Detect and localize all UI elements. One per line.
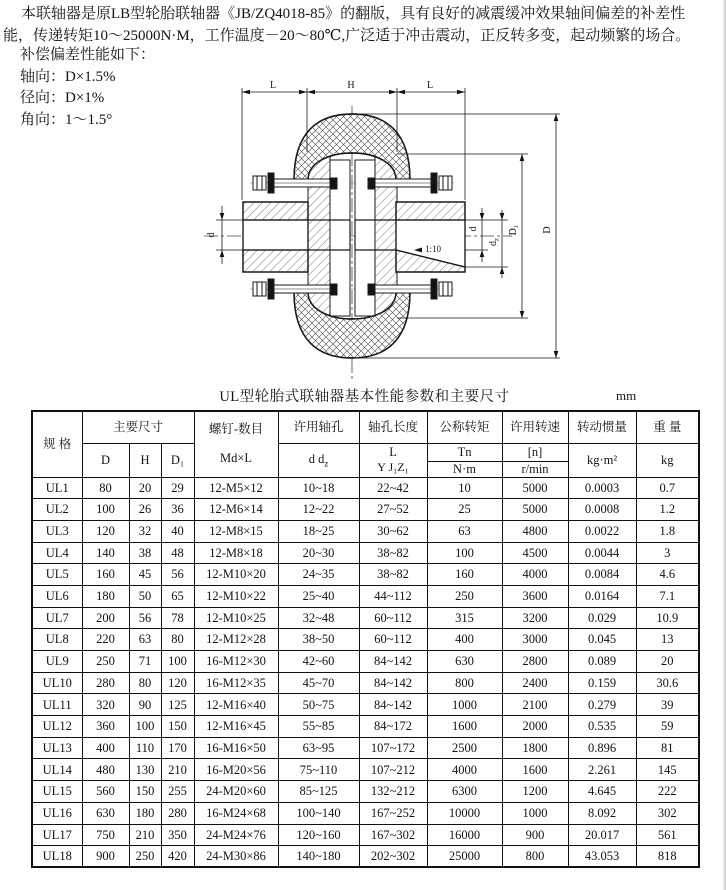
table-cell: 24-M24×76 xyxy=(194,824,278,846)
table-cell: 150 xyxy=(129,781,161,803)
table-cell: 220 xyxy=(82,629,129,651)
table-cell: 250 xyxy=(427,585,502,607)
table-cell: 38 xyxy=(129,542,161,564)
table-cell: 110 xyxy=(129,737,161,759)
table-cell: 0.0084 xyxy=(568,564,636,586)
table-cell: 63~95 xyxy=(278,737,359,759)
table-cell: 10000 xyxy=(427,802,502,824)
header-torque-sym: Tn xyxy=(427,443,502,461)
table-row xyxy=(32,846,699,868)
table-cell: 16000 xyxy=(427,824,502,846)
table-cell: 400 xyxy=(82,737,129,759)
table-cell: 25~40 xyxy=(278,585,359,607)
table-cell: 12-M8×18 xyxy=(194,542,278,564)
table-cell: 59 xyxy=(636,716,699,738)
table-cell: 48 xyxy=(161,542,194,564)
table-cell: UL12 xyxy=(32,716,82,738)
table-cell: 27~52 xyxy=(359,499,427,521)
dim-label-d-left: d xyxy=(206,232,217,238)
table-row xyxy=(32,737,699,759)
header-col-D: D xyxy=(82,443,129,477)
table-cell: 20~30 xyxy=(278,542,359,564)
table-cell: 29 xyxy=(161,477,194,499)
table-cell: 280 xyxy=(161,802,194,824)
table-cell: 0.0022 xyxy=(568,520,636,542)
scan-edge-shadow xyxy=(722,0,726,890)
table-cell: 2800 xyxy=(502,651,568,673)
table-cell: 38~82 xyxy=(359,564,427,586)
table-cell: 84~142 xyxy=(359,672,427,694)
table-cell: 0.7 xyxy=(636,477,699,499)
table-cell: 12-M8×15 xyxy=(194,520,278,542)
table-cell: 1200 xyxy=(502,781,568,803)
table-cell: 0.0044 xyxy=(568,542,636,564)
table-cell: 2100 xyxy=(502,694,568,716)
dim-label-L-right: L xyxy=(426,80,434,91)
table-cell: 4000 xyxy=(502,564,568,586)
table-cell: 350 xyxy=(161,824,194,846)
header-screws: 螺钉-数目 Md×L xyxy=(194,411,278,477)
table-cell: 210 xyxy=(129,824,161,846)
table-cell: 32 xyxy=(129,520,161,542)
table-row xyxy=(32,607,699,629)
table-cell: 818 xyxy=(636,846,699,868)
table-cell: 180 xyxy=(82,585,129,607)
table-cell: 60~112 xyxy=(359,629,427,651)
header-weight: 重 量 xyxy=(636,411,699,443)
table-cell: 84~142 xyxy=(359,694,427,716)
table-cell: 132~212 xyxy=(359,781,427,803)
table-cell: 80 xyxy=(82,477,129,499)
table-cell: 480 xyxy=(82,759,129,781)
table-cell: 45 xyxy=(129,564,161,586)
table-cell: UL1 xyxy=(32,477,82,499)
table-cell: 84~172 xyxy=(359,716,427,738)
table-cell: 1.2 xyxy=(636,499,699,521)
table-cell: UL8 xyxy=(32,629,82,651)
table-cell: 140 xyxy=(82,542,129,564)
table-row xyxy=(32,824,699,846)
table-cell: 6300 xyxy=(427,781,502,803)
table-cell: 100 xyxy=(82,499,129,521)
table-cell: 8.092 xyxy=(568,802,636,824)
table-cell: 5000 xyxy=(502,499,568,521)
table-cell: UL18 xyxy=(32,846,82,868)
table-cell: 36 xyxy=(161,499,194,521)
header-weight-unit: kg xyxy=(636,443,699,477)
table-cell: 1000 xyxy=(427,694,502,716)
table-row xyxy=(32,542,699,564)
table-row xyxy=(32,629,699,651)
table-cell: 10~18 xyxy=(278,477,359,499)
table-cell: 1.8 xyxy=(636,520,699,542)
header-col-H: H xyxy=(129,443,161,477)
table-cell: 3 xyxy=(636,542,699,564)
table-cell: UL10 xyxy=(32,672,82,694)
parameters-table xyxy=(31,410,700,868)
dim-label-dz: $d_z$ xyxy=(488,237,501,247)
header-bore-sym: d $d_z$ xyxy=(278,443,359,477)
taper-label: 1:10 xyxy=(425,244,442,254)
table-cell: 170 xyxy=(161,737,194,759)
table-title: UL型轮胎式联轴器基本性能参数和主要尺寸 xyxy=(219,389,510,405)
table-cell: 40 xyxy=(161,520,194,542)
table-cell: 130 xyxy=(129,759,161,781)
table-row xyxy=(32,802,699,824)
table-cell: 120 xyxy=(82,520,129,542)
table-cell: 0.0003 xyxy=(568,477,636,499)
dimension-d-left xyxy=(216,206,243,264)
table-cell: 38~82 xyxy=(359,542,427,564)
table-cell: 25000 xyxy=(427,846,502,868)
table-body xyxy=(32,477,699,867)
table-cell: 180 xyxy=(129,802,161,824)
table-cell: 10 xyxy=(427,477,502,499)
table-cell: 12-M10×22 xyxy=(194,585,278,607)
table-cell: 65 xyxy=(161,585,194,607)
table-cell: 84~142 xyxy=(359,651,427,673)
table-cell: 75~110 xyxy=(278,759,359,781)
table-row xyxy=(32,716,699,738)
table-cell: 5000 xyxy=(502,477,568,499)
table-cell: 80 xyxy=(129,672,161,694)
header-torque: 公称转矩 xyxy=(427,411,502,443)
spec-heading: 补偿偏差性能如下： xyxy=(20,47,156,63)
table-cell: 0.045 xyxy=(568,629,636,651)
table-cell: 0.0164 xyxy=(568,585,636,607)
table-cell: 800 xyxy=(427,672,502,694)
table-cell: UL17 xyxy=(32,824,82,846)
table-cell: UL9 xyxy=(32,651,82,673)
table-cell: UL6 xyxy=(32,585,82,607)
table-cell: 24~35 xyxy=(278,564,359,586)
header-speed-sym: [n] xyxy=(502,443,568,461)
table-cell: 12-M6×14 xyxy=(194,499,278,521)
header-bore: 许用轴孔 xyxy=(278,411,359,443)
table-cell: 60~112 xyxy=(359,607,427,629)
table-cell: 900 xyxy=(82,846,129,868)
table-cell: 120 xyxy=(161,672,194,694)
table-cell: 255 xyxy=(161,781,194,803)
coupling-section-drawing xyxy=(200,78,670,388)
table-cell: 12-M12×28 xyxy=(194,629,278,651)
table-cell: UL11 xyxy=(32,694,82,716)
table-cell: 561 xyxy=(636,824,699,846)
table-cell: 16-M12×30 xyxy=(194,651,278,673)
table-cell: 12-M10×25 xyxy=(194,607,278,629)
table-cell: 140~180 xyxy=(278,846,359,868)
table-cell: 26 xyxy=(129,499,161,521)
table-cell: 100 xyxy=(161,651,194,673)
table-cell: 20.017 xyxy=(568,824,636,846)
table-cell: 900 xyxy=(502,824,568,846)
table-cell: 1600 xyxy=(427,716,502,738)
header-inertia-unit: kg·m² xyxy=(568,443,636,477)
table-cell: 39 xyxy=(636,694,699,716)
table-cell: 120~160 xyxy=(278,824,359,846)
dim-label-L-left: L xyxy=(269,80,277,91)
table-cell: 100 xyxy=(427,542,502,564)
table-cell: 50 xyxy=(129,585,161,607)
table-cell: 560 xyxy=(82,781,129,803)
table-cell: 4000 xyxy=(427,759,502,781)
table-cell: 4800 xyxy=(502,520,568,542)
table-cell: UL16 xyxy=(32,802,82,824)
table-row xyxy=(32,477,699,499)
dim-label-H: H xyxy=(347,80,355,91)
table-cell: 150 xyxy=(161,716,194,738)
table-cell: 7.1 xyxy=(636,585,699,607)
table-cell: 145 xyxy=(636,759,699,781)
table-cell: 71 xyxy=(129,651,161,673)
table-cell: 200 xyxy=(82,607,129,629)
header-hole-length-sym: L Y J₁Z₁ xyxy=(359,443,427,477)
table-cell: 13 xyxy=(636,629,699,651)
table-cell: 38~50 xyxy=(278,629,359,651)
table-cell: 90 xyxy=(129,694,161,716)
spec-radial: 径向：D×1% xyxy=(20,90,105,107)
table-cell: 0.159 xyxy=(568,672,636,694)
table-cell: 1800 xyxy=(502,737,568,759)
table-cell: 2.261 xyxy=(568,759,636,781)
table-cell: 630 xyxy=(82,802,129,824)
table-cell: 4.6 xyxy=(636,564,699,586)
table-cell: 16-M20×56 xyxy=(194,759,278,781)
table-cell: 302 xyxy=(636,802,699,824)
table-cell: 42~60 xyxy=(278,651,359,673)
table-cell: 0.029 xyxy=(568,607,636,629)
table-cell: 25 xyxy=(427,499,502,521)
table-cell: 100~140 xyxy=(278,802,359,824)
table-cell: 18~25 xyxy=(278,520,359,542)
table-cell: 400 xyxy=(427,629,502,651)
table-cell: 160 xyxy=(427,564,502,586)
header-speed-unit: r/min xyxy=(502,461,568,477)
header-inertia: 转动惯量 xyxy=(568,411,636,443)
table-cell: 250 xyxy=(129,846,161,868)
table-cell: 80 xyxy=(161,629,194,651)
table-cell: 0.0008 xyxy=(568,499,636,521)
header-spec: 规 格 xyxy=(32,411,82,477)
intro-line-1: 本联轴器是原LB型轮胎联轴器《JB/ZQ4018-85》的翻版，具有良好的减震缓冲效果轴间偏差的补差性 xyxy=(21,6,686,22)
table-cell: 16-M12×35 xyxy=(194,672,278,694)
table-cell: 20 xyxy=(129,477,161,499)
table-cell: 30.6 xyxy=(636,672,699,694)
table-row xyxy=(32,651,699,673)
table-cell: 160 xyxy=(82,564,129,586)
spec-angular: 角向：1～1.5° xyxy=(20,112,113,129)
table-cell: 12-M10×20 xyxy=(194,564,278,586)
table-cell: 100 xyxy=(129,716,161,738)
table-row xyxy=(32,520,699,542)
table-cell: 63 xyxy=(427,520,502,542)
header-hole-length: 轴孔长度 xyxy=(359,411,427,443)
table-unit-label: mm xyxy=(616,388,637,403)
table-cell: UL2 xyxy=(32,499,82,521)
table-cell: 250 xyxy=(82,651,129,673)
table-cell: 45~70 xyxy=(278,672,359,694)
intro-paragraph xyxy=(3,4,721,47)
table-cell: 222 xyxy=(636,781,699,803)
table-cell: 24-M30×86 xyxy=(194,846,278,868)
table-cell: 800 xyxy=(502,846,568,868)
table-row xyxy=(32,585,699,607)
table-cell: 16-M24×68 xyxy=(194,802,278,824)
table-cell: 107~212 xyxy=(359,759,427,781)
table-cell: 55~85 xyxy=(278,716,359,738)
table-cell: 3200 xyxy=(502,607,568,629)
table-row xyxy=(32,759,699,781)
table-row xyxy=(32,499,699,521)
table-cell: 16-M16×50 xyxy=(194,737,278,759)
table-cell: 32~48 xyxy=(278,607,359,629)
table-cell: UL15 xyxy=(32,781,82,803)
table-cell: 30~62 xyxy=(359,520,427,542)
table-row xyxy=(32,672,699,694)
table-cell: 63 xyxy=(129,629,161,651)
table-cell: 10.9 xyxy=(636,607,699,629)
table-cell: 320 xyxy=(82,694,129,716)
table-cell: 50~75 xyxy=(278,694,359,716)
table-cell: 12-M16×40 xyxy=(194,694,278,716)
table-cell: 56 xyxy=(129,607,161,629)
table-cell: 280 xyxy=(82,672,129,694)
dim-label-D: D xyxy=(542,226,553,234)
table-cell: 0.089 xyxy=(568,651,636,673)
table-cell: 0.535 xyxy=(568,716,636,738)
table-cell: 2400 xyxy=(502,672,568,694)
table-cell: 315 xyxy=(427,607,502,629)
table-row xyxy=(32,694,699,716)
table-cell: UL5 xyxy=(32,564,82,586)
table-cell: 210 xyxy=(161,759,194,781)
header-torque-unit: N·m xyxy=(427,461,502,477)
header-main-dims: 主要尺寸 xyxy=(82,411,194,443)
table-cell: UL4 xyxy=(32,542,82,564)
table-cell: 56 xyxy=(161,564,194,586)
table-cell: 420 xyxy=(161,846,194,868)
compensation-specs xyxy=(20,45,155,132)
table-cell: 2500 xyxy=(427,737,502,759)
table-cell: 167~252 xyxy=(359,802,427,824)
table-cell: 0.279 xyxy=(568,694,636,716)
table-cell: 125 xyxy=(161,694,194,716)
table-cell: UL7 xyxy=(32,607,82,629)
table-row xyxy=(32,781,699,803)
table-cell: 85~125 xyxy=(278,781,359,803)
table-cell: 22~42 xyxy=(359,477,427,499)
table-cell: 107~172 xyxy=(359,737,427,759)
table-cell: 4500 xyxy=(502,542,568,564)
table-cell: 0.896 xyxy=(568,737,636,759)
table-header xyxy=(32,411,699,477)
table-cell: 3000 xyxy=(502,629,568,651)
dim-label-d-right: d xyxy=(468,226,479,232)
table-cell: 12-M16×45 xyxy=(194,716,278,738)
table-cell: 1000 xyxy=(502,802,568,824)
table-cell: 202~302 xyxy=(359,846,427,868)
header-col-D1: D₁ xyxy=(161,443,194,477)
table-cell: 2000 xyxy=(502,716,568,738)
table-cell: 12-M5×12 xyxy=(194,477,278,499)
coupling-drawing-svg xyxy=(200,78,670,388)
table-cell: 630 xyxy=(427,651,502,673)
dimension-d-right xyxy=(465,208,488,262)
table-cell: 3600 xyxy=(502,585,568,607)
table-cell: 43.053 xyxy=(568,846,636,868)
table-cell: 81 xyxy=(636,737,699,759)
table-cell: UL13 xyxy=(32,737,82,759)
table-cell: 24-M20×60 xyxy=(194,781,278,803)
intro-line-2: 能，传递转矩10～25000N·M，工作温度－20～80℃,广泛适于冲击震动，正反转多变，起动频繁的场合。 xyxy=(3,27,691,44)
table-cell: 4.645 xyxy=(568,781,636,803)
table-cell: 78 xyxy=(161,607,194,629)
table-cell: 750 xyxy=(82,824,129,846)
table-cell: 12~22 xyxy=(278,499,359,521)
table-cell: 1600 xyxy=(502,759,568,781)
table-row xyxy=(32,564,699,586)
spec-axial: 轴向：D×1.5% xyxy=(20,68,116,85)
dim-label-d1: D₁ xyxy=(508,224,519,236)
table-cell: UL14 xyxy=(32,759,82,781)
table-cell: 44~112 xyxy=(359,585,427,607)
header-speed: 许用转速 xyxy=(502,411,568,443)
table-cell: 360 xyxy=(82,716,129,738)
table-cell: 20 xyxy=(636,651,699,673)
table-cell: UL3 xyxy=(32,520,82,542)
table-cell: 167~302 xyxy=(359,824,427,846)
